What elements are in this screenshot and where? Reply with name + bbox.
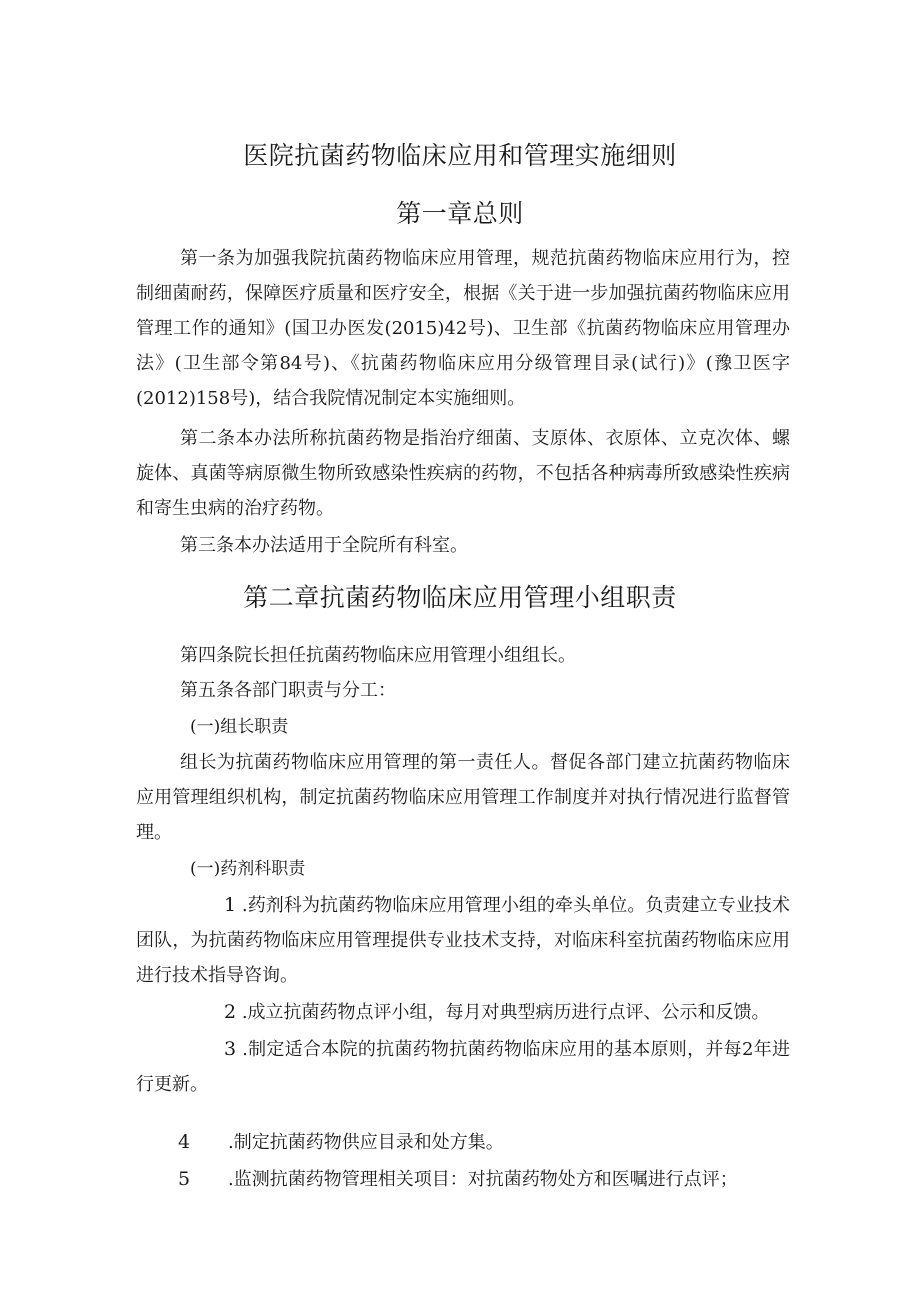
article-4: 第四条院长担任抗菌药物临床应用管理小组组长。 — [180, 645, 576, 666]
article-2: 第二条本办法所称抗菌药物是指治疗细菌、支原体、衣原体、立克次体、螺旋体、真菌等病原微生物所致感染性疾病的药物，不包括各种病毒所致感染性疾病和寄生虫病的治疗药物。 — [136, 428, 790, 519]
item-number: 5 — [178, 1168, 191, 1190]
document-title: 医院抗菌药物临床应用和管理实施细则 — [243, 141, 677, 170]
list-item — [178, 1162, 832, 1197]
item-text: .监测抗菌药物管理相关项目：对抗菌药物处方和医嘱进行点评； — [228, 1169, 738, 1190]
item-text: .成立抗菌药物点评小组，每月对典型病历进行点评、公示和反馈。 — [241, 1002, 770, 1023]
list-item — [136, 888, 790, 993]
list-item — [136, 1032, 790, 1102]
item-number: 4 — [178, 1131, 191, 1153]
item-text: .制定抗菌药物供应目录和处方集。 — [228, 1132, 504, 1153]
subsection-1-text: 组长为抗菌药物临床应用管理的第一责任人。督促各部门建立抗菌药物临床应用管理组织机构，制定抗菌药物临床应用管理工作制度并对执行情况进行监督管理。 — [136, 752, 790, 843]
subsection-1-heading: (一)组长职责 — [190, 717, 289, 737]
item-number: 3 — [224, 1038, 237, 1060]
chapter-1-heading: 第一章总则 — [396, 199, 524, 228]
article-5: 第五条各部门职责与分工： — [180, 680, 396, 701]
list-item — [136, 995, 790, 1030]
subsection-2-heading: (一)药剂科职责 — [190, 859, 306, 879]
list-item — [178, 1125, 832, 1160]
chapter-2-heading: 第二章抗菌药物临床应用管理小组职责 — [243, 583, 677, 612]
item-text: .制定适合本院的抗菌药物抗菌药物临床应用的基本原则，并每2年进行更新。 — [136, 1039, 790, 1095]
article-3: 第三条本办法适用于全院所有科室。 — [180, 535, 468, 556]
item-text: .药剂科为抗菌药物临床应用管理小组的牵头单位。负责建立专业技术团队，为抗菌药物临床应用管理提供专业技术支持，对临床科室抗菌药物临床应用进行技术指导咨询。 — [136, 895, 790, 986]
article-1: 第一条为加强我院抗菌药物临床应用管理，规范抗菌药物临床应用行为，控制细菌耐药，保障医疗质量和医疗安全，根据《关于进一步加强抗菌药物临床应用管理工作的通知》(国卫办医发(2015)42号)、卫生部《抗菌药物临床应用管理办法》(卫生部令第84号)、《抗菌药物临床应用分级管理目录(试行)》(豫卫医字(2012)158号)，结合我院情况制定本实施细则。 — [136, 248, 790, 409]
item-number: 2 — [224, 1001, 237, 1023]
item-number: 1 — [224, 894, 237, 916]
